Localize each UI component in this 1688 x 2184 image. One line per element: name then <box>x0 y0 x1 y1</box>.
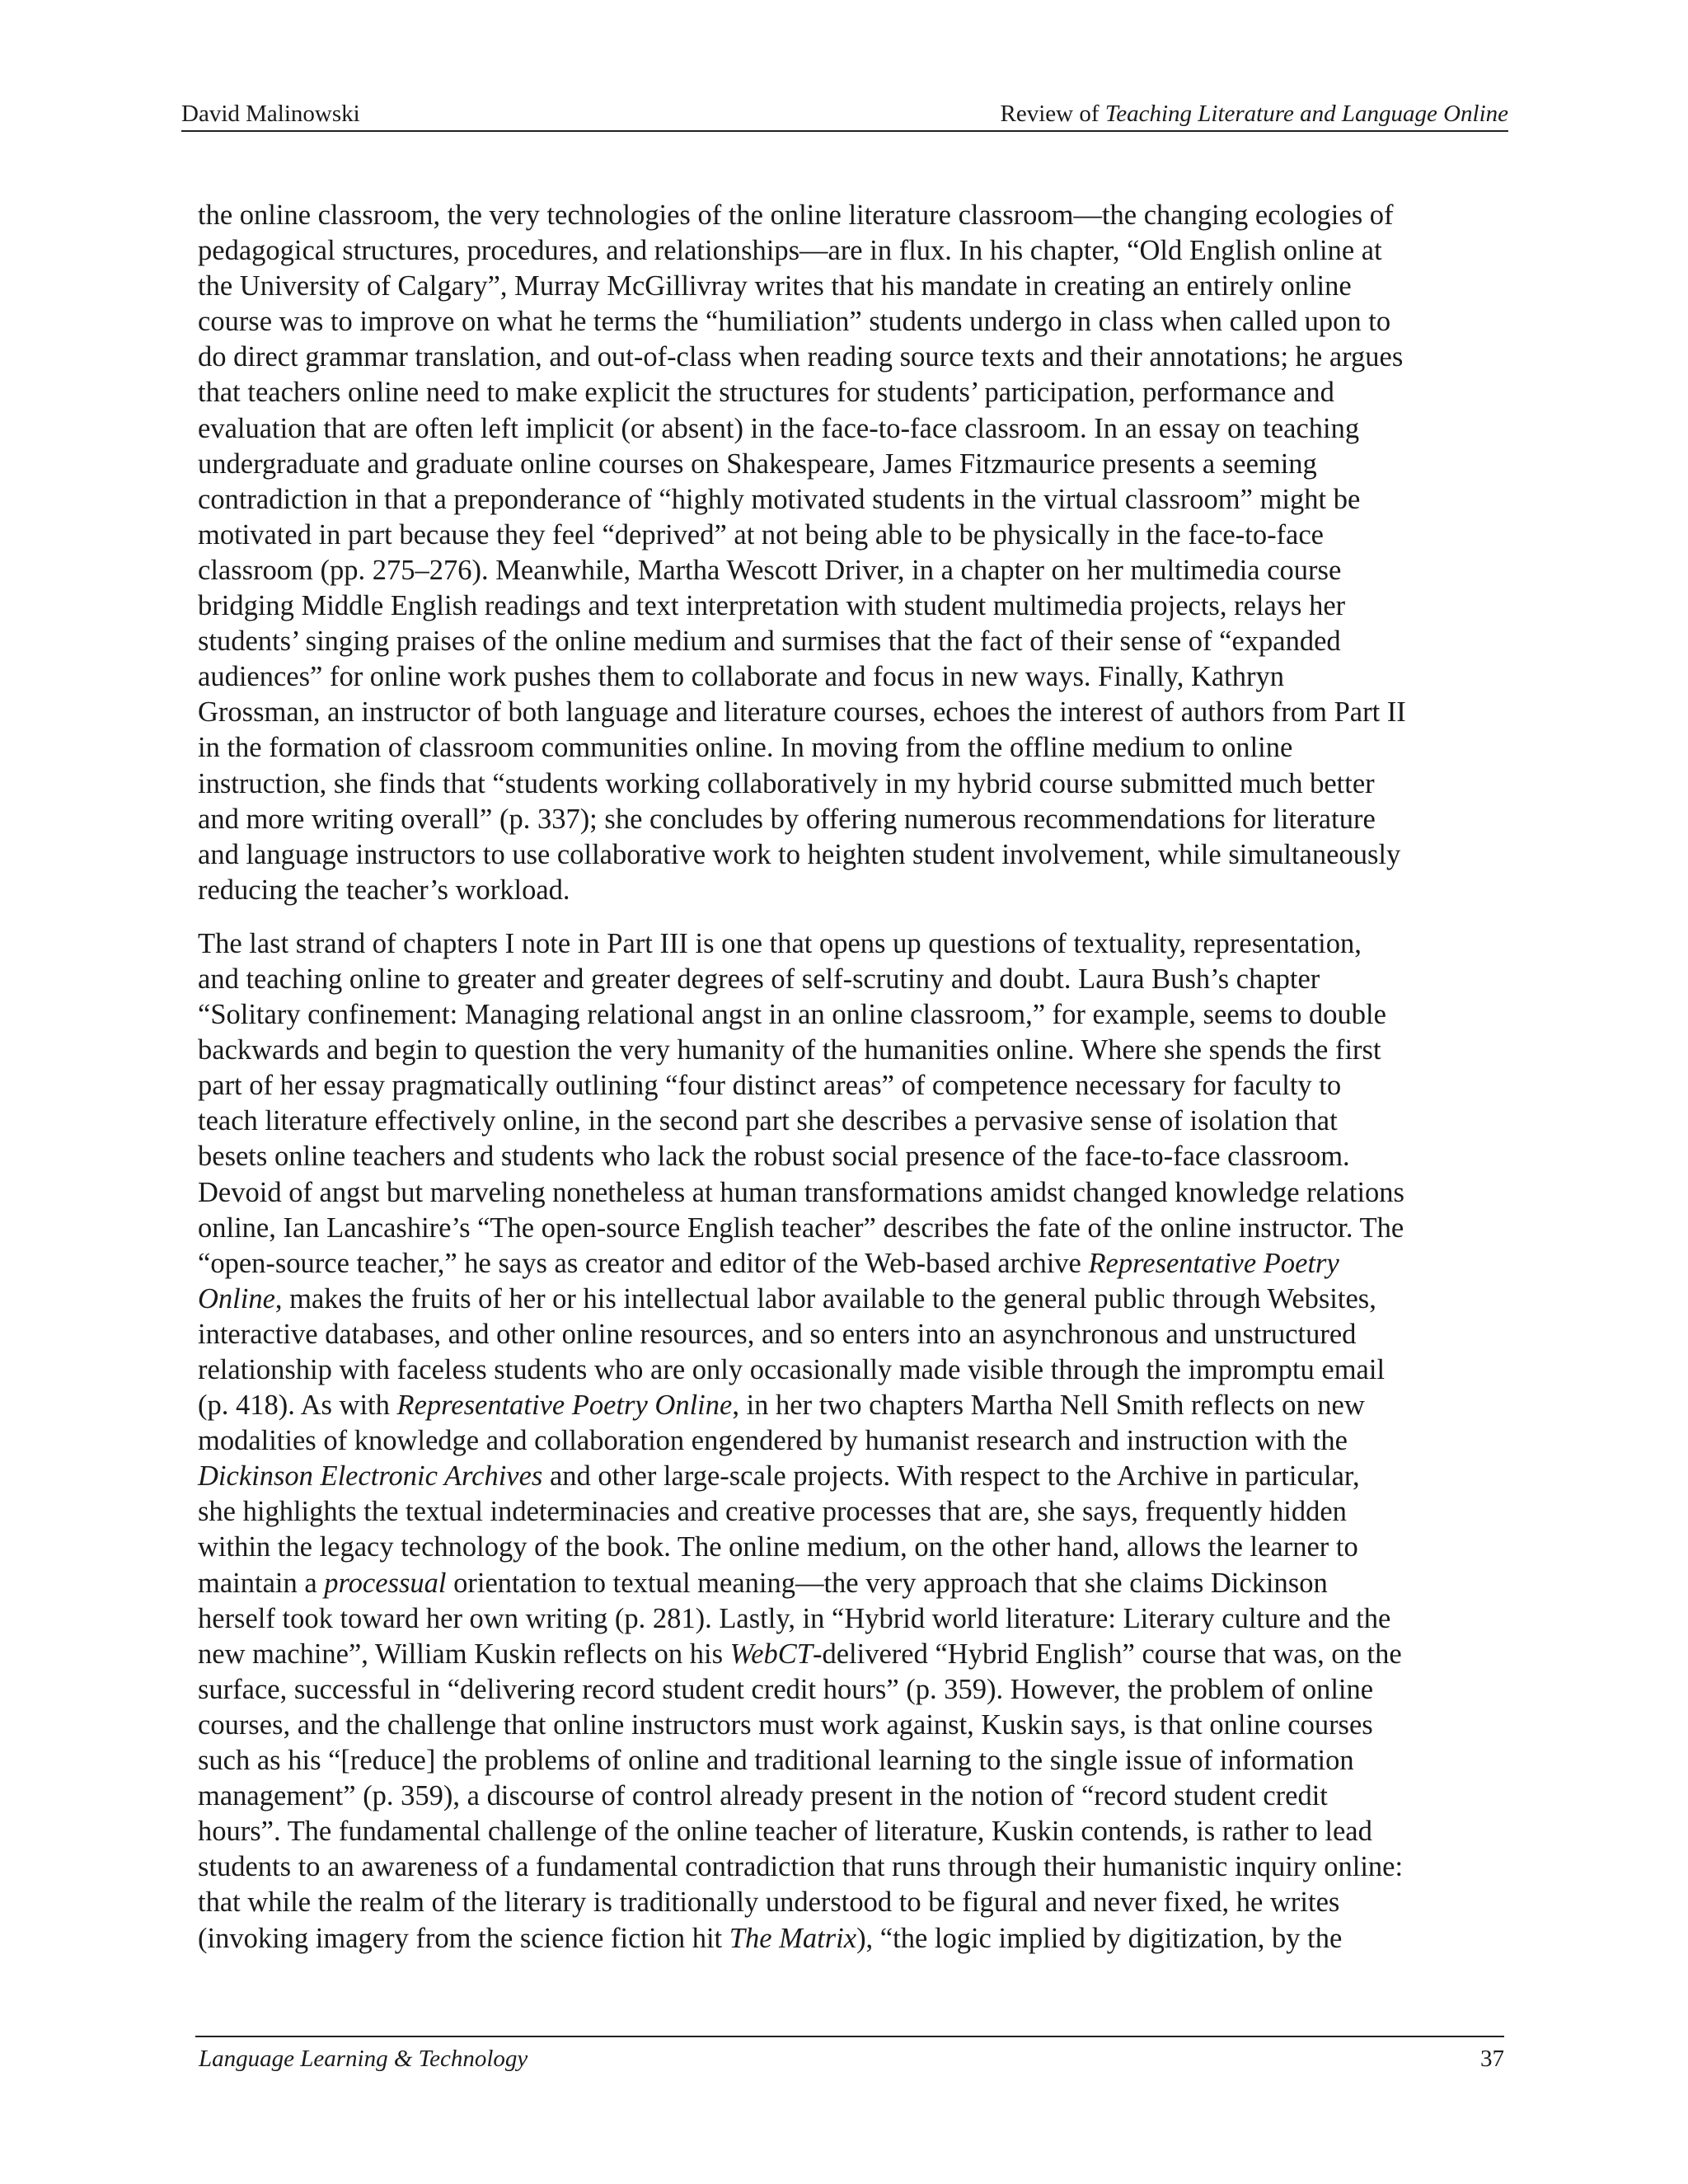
text-run: orientation to textual meaning—the very approach that she claims Dickinson <box>446 1567 1328 1599</box>
text-run: -delivered “Hybrid English” course that was, on the <box>813 1638 1402 1670</box>
text-run: and other large-scale projects. With respect to the Archive in particular, <box>542 1460 1360 1493</box>
text-line: and more writing overall” (p. 337); she concludes by offering numerous recommendations for literature <box>198 803 1376 835</box>
text-line <box>198 1637 1508 1672</box>
text-line: The last strand of chapters I note in Part III is one that opens up questions of textuality, representation, <box>198 927 1362 959</box>
text-line: bridging Middle English readings and text interpretation with student multimedia projects, relays her <box>198 590 1346 622</box>
text-line: the online classroom, the very technologies of the online literature classroom—the changing ecologies of <box>198 199 1394 231</box>
text-run: ), “the logic implied by digitization, by the <box>856 1922 1343 1954</box>
running-header <box>181 97 1508 132</box>
italic-title: The Matrix <box>729 1922 857 1954</box>
text-run: , in her two chapters Martha Nell Smith reflects on new <box>732 1390 1365 1422</box>
text-line: relationship with faceless students who are only occasionally made visible through the impromptu email <box>198 1354 1386 1385</box>
footer-journal-name: Language Learning & Technology <box>199 2046 528 2072</box>
text-line: teach literature effectively online, in the second part she describes a pervasive sense of isolation that <box>198 1105 1338 1137</box>
text-line: “Solitary confinement: Managing relational angst in an online classroom,” for example, seems to double <box>198 999 1386 1031</box>
text-run: “open-source teacher,” he says as creator and editor of the Web-based archive <box>198 1247 1089 1279</box>
text-line: part of her essay pragmatically outlining “four distinct areas” of competence necessary for faculty to <box>198 1070 1342 1102</box>
header-author: David Malinowski <box>181 101 360 127</box>
article-body <box>198 198 1508 1957</box>
paragraph-2 <box>198 926 1508 1957</box>
italic-title: Online <box>198 1282 275 1315</box>
text-run: new machine”, William Kuskin reflects on his <box>198 1638 730 1670</box>
text-line: students to an awareness of a fundamental contradiction that runs through their humanistic inquiry online: <box>198 1851 1404 1883</box>
text-line: within the legacy technology of the book. The online medium, on the other hand, allows the learner to <box>198 1531 1358 1563</box>
header-review-prefix: Review of <box>1000 101 1105 127</box>
text-line: modalities of knowledge and collaboration engendered by humanist research and instruction with the <box>198 1425 1348 1457</box>
text-line: undergraduate and graduate online courses on Shakespeare, James Fitzmaurice presents a seeming <box>198 448 1317 480</box>
text-line: do direct grammar translation, and out-of-class when reading source texts and their annotations; he argues <box>198 341 1404 373</box>
header-book-title: Teaching Literature and Language Online <box>1104 101 1508 127</box>
text-line: interactive databases, and other online resources, and so enters into an asynchronous and unstructured <box>198 1318 1357 1350</box>
header-review-title <box>1001 97 1508 130</box>
text-line: pedagogical structures, procedures, and relationships—are in flux. In his chapter, “Old English online at <box>198 235 1382 267</box>
italic-title: Representative Poetry Online <box>396 1390 733 1422</box>
paragraph-1 <box>198 198 1508 908</box>
page-number: 37 <box>1480 2046 1504 2072</box>
text-line: and language instructors to use collaborative work to heighten student involvement, while simultaneously <box>198 838 1401 870</box>
text-line: motivated in part because they feel “deprived” at not being able to be physically in the face-to-face <box>198 518 1324 551</box>
text-line: backwards and begin to question the very humanity of the humanities online. Where she spends the first <box>198 1034 1381 1066</box>
text-line: course was to improve on what he terms the “humiliation” students undergo in class when called upon to <box>198 306 1391 338</box>
italic-term: WebCT <box>729 1638 813 1670</box>
running-footer <box>195 2036 1504 2077</box>
text-line: students’ singing praises of the online medium and surmises that the fact of their sense of “expanded <box>198 626 1341 658</box>
text-line: Grossman, an instructor of both language and literature courses, echoes the interest of authors from Part II <box>198 696 1406 729</box>
text-line: audiences” for online work pushes them to collaborate and focus in new ways. Finally, Kathryn <box>198 661 1284 693</box>
text-line <box>198 1282 1508 1317</box>
text-line: management” (p. 359), a discourse of control already present in the notion of “record student credit <box>198 1780 1328 1812</box>
text-line: and teaching online to greater and greater degrees of self-scrutiny and doubt. Laura Bush’s chapter <box>198 963 1320 995</box>
text-line: such as his “[reduce] the problems of online and traditional learning to the single issue of information <box>198 1745 1354 1777</box>
text-line: in the formation of classroom communities online. In moving from the offline medium to online <box>198 732 1293 764</box>
italic-title: Dickinson Electronic Archives <box>198 1460 543 1493</box>
italic-term: processual <box>324 1567 447 1599</box>
text-run: (invoking imagery from the science fiction hit <box>198 1922 729 1954</box>
text-line: she highlights the textual indeterminacies and creative processes that are, she says, frequently hidden <box>198 1496 1347 1528</box>
text-line: surface, successful in “delivering record student credit hours” (p. 359). However, the problem of online <box>198 1673 1374 1705</box>
text-line: courses, and the challenge that online instructors must work against, Kuskin says, is that online courses <box>198 1708 1373 1741</box>
text-line: Devoid of angst but marveling nonetheless at human transformations amidst changed knowledge relations <box>198 1176 1404 1208</box>
italic-title: Representative Poetry <box>1088 1247 1339 1279</box>
text-line: that teachers online need to make explicit the structures for students’ participation, performance and <box>198 377 1334 409</box>
text-line <box>198 1459 1508 1494</box>
text-line <box>198 1388 1508 1423</box>
text-line: besets online teachers and students who lack the robust social presence of the face-to-face classroom. <box>198 1141 1350 1173</box>
text-line: classroom (pp. 275–276). Meanwhile, Martha Wescott Driver, in a chapter on her multimedia course <box>198 554 1342 586</box>
text-line: the University of Calgary”, Murray McGillivray writes that his mandate in creating an entirely online <box>198 270 1352 302</box>
text-line: reducing the teacher’s workload. <box>198 874 570 906</box>
text-run: (p. 418). As with <box>198 1390 397 1422</box>
text-line: hours”. The fundamental challenge of the online teacher of literature, Kuskin contends, is rather to lead <box>198 1816 1372 1848</box>
text-line: evaluation that are often left implicit (or absent) in the face-to-face classroom. In an essay on teaching <box>198 412 1360 444</box>
text-line: contradiction in that a preponderance of “highly motivated students in the virtual classroom” might be <box>198 483 1361 515</box>
text-line <box>198 1246 1508 1282</box>
text-run: maintain a <box>198 1567 325 1599</box>
text-line: herself took toward her own writing (p. 281). Lastly, in “Hybrid world literature: Literary culture and the <box>198 1602 1391 1634</box>
text-line: that while the realm of the literary is traditionally understood to be figural and never fixed, he writes <box>198 1886 1340 1919</box>
text-line: online, Ian Lancashire’s “The open-source English teacher” describes the fate of the online instructor. The <box>198 1212 1404 1244</box>
text-line <box>198 1566 1508 1601</box>
text-line: instruction, she finds that “students working collaboratively in my hybrid course submitted much better <box>198 767 1375 799</box>
text-line <box>198 1921 1508 1957</box>
text-run: , makes the fruits of her or his intellectual labor available to the general public through Websites, <box>274 1282 1376 1315</box>
